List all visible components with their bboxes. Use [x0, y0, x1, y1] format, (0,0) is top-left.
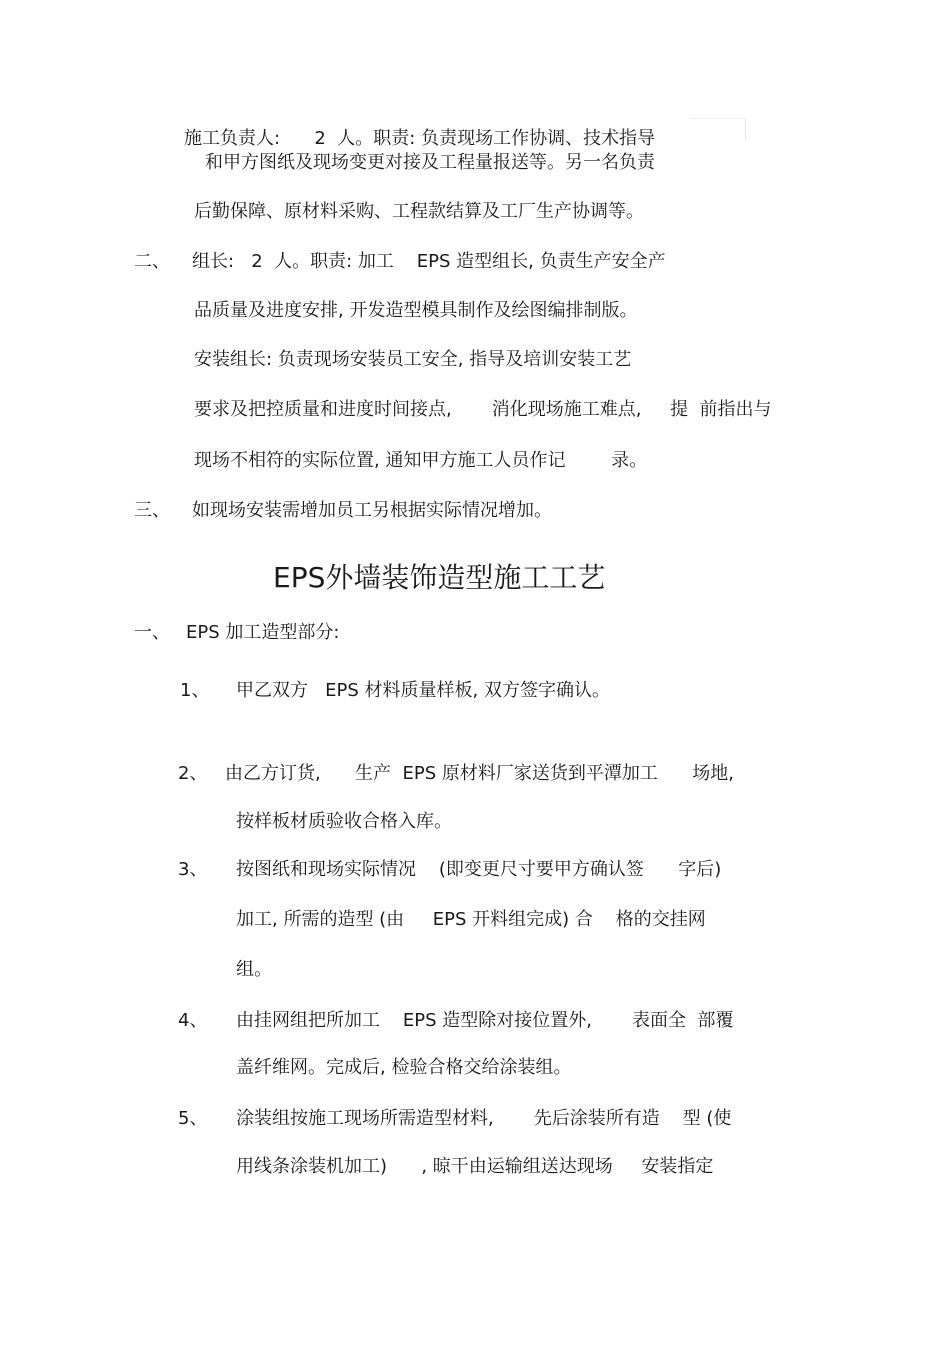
- section-title: EPS外墙装饰造型施工工艺: [273, 561, 606, 594]
- list-number: 3、: [178, 859, 208, 880]
- text-line: 要求及把控质量和进度时间接点, 消化现场施工难点, 提 前指出与: [194, 399, 772, 420]
- list-number: 5、: [178, 1108, 208, 1129]
- text-line: 由乙方订货, 生产 EPS 原材料厂家送货到平潭加工 场地,: [225, 763, 734, 784]
- list-marker: 一、: [134, 622, 170, 643]
- text-line: 如现场安装需增加员工另根据实际情况增加。: [192, 500, 552, 521]
- text-line: 涂装组按施工现场所需造型材料, 先后涂装所有造 型 (使: [236, 1108, 732, 1129]
- text-line: 按样板材质验收合格入库。: [236, 811, 452, 832]
- text-line: 安装组长: 负责现场安装员工安全, 指导及培训安装工艺: [194, 349, 632, 370]
- text-line: 组长: 2 人。职责: 加工 EPS 造型组长, 负责生产安全产: [192, 251, 666, 272]
- text-line: 按图纸和现场实际情况 (即变更尺寸要甲方确认签 字后): [236, 859, 722, 880]
- text-line: 盖纤维网。完成后, 检验合格交给涂装组。: [236, 1057, 572, 1078]
- text-line: 现场不相符的实际位置, 通知甲方施工人员作记 录。: [194, 450, 648, 471]
- text-line: 施工负责人: 2 人。职责: 负责现场工作协调、技术指导: [184, 128, 656, 149]
- text-line: 后勤保障、原材料采购、工程款结算及工厂生产协调等。: [194, 201, 644, 222]
- page-corner-mark-vertical: [745, 118, 746, 140]
- list-number: 4、: [178, 1010, 208, 1031]
- text-line: 品质量及进度安排, 开发造型模具制作及绘图编排制版。: [194, 300, 638, 321]
- page-corner-mark: [690, 118, 746, 119]
- text-line: 甲乙双方 EPS 材料质量样板, 双方签字确认。: [236, 680, 610, 701]
- text-line: 由挂网组把所加工 EPS 造型除对接位置外, 表面全 部覆: [236, 1010, 734, 1031]
- text-line: 和甲方图纸及现场变更对接及工程量报送等。另一名负责: [205, 152, 655, 173]
- text-line: 用线条涂装机加工) , 晾干由运输组送达现场 安装指定: [236, 1156, 714, 1177]
- list-marker: 二、: [134, 251, 170, 272]
- text-line: 组。: [236, 959, 272, 980]
- section-heading: EPS 加工造型部分:: [186, 622, 340, 643]
- list-marker: 三、: [134, 500, 170, 521]
- list-number: 2、: [178, 763, 208, 784]
- text-line: 加工, 所需的造型 (由 EPS 开料组完成) 合 格的交挂网: [236, 909, 706, 930]
- list-number: 1、: [180, 680, 210, 701]
